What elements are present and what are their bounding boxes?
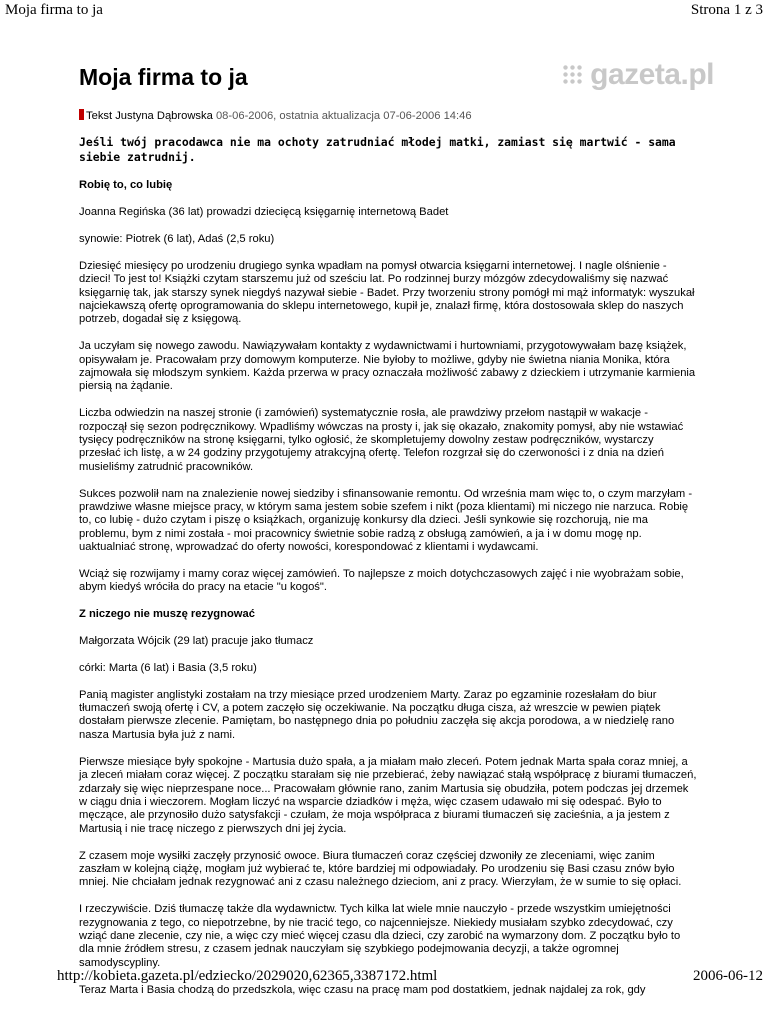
gazeta-logo[interactable] — [562, 58, 714, 91]
article-lead: Jeśli twój pracodawca nie ma ochoty zatrudniać młodej matki, zamiast się martwić - sama siebie zatrudnij. — [79, 135, 676, 165]
paragraph: Panią magister anglistyki zostałam na trzy miesiące przed urodzeniem Marty. Zaraz po egzaminie rozesłałam do biur tłumaczeń swoją ofertę i CV, a potem zaczęło się oczekiwanie. Na początku długa cisza, aż wreszcie w pewien piątek dostałam pierwsze zlecenie. Pamiętam, bo następnego dnia po południu zaczęła się akcja porodowa, a w niedzielę rano nasza Martusia była już z nami. — [79, 688, 675, 741]
paragraph: Ja uczyłam się nowego zawodu. Nawiązywałam kontakty z wydawnictwami i hurtowniami, przygotowywałam bazę książek, opisywałam je. Pracowałam przy domowym komputerze. Nie byłoby to możliwe, gdyby nie świetna niania Monika, która zajmowała się młodszym synkiem. Każda przerwa w pracy oznaczała możliwość zabawy z dzieckiem i utrzymanie karmienia piersią na żądanie. — [79, 340, 696, 393]
paragraph: Małgorzata Wójcik (29 lat) pracuje jako tłumacz — [79, 635, 314, 648]
dots-icon — [562, 64, 584, 86]
print-page-number: Strona 1 z 3 — [690, 2, 763, 18]
article-date: 08-06-2006, ostatnia aktualizacja 07-06-2006 14:46 — [215, 110, 472, 122]
paragraph: Wciąż się rozwijamy i mamy coraz więcej zamówień. To najlepsze z moich dotychczasowych zajęć i nie wyobrażam sobie, abym kiedyś wróciła do pracy na etacie "u kogoś". — [79, 568, 684, 594]
print-url: http://kobieta.gazeta.pl/edziecko/2029020,62365,3387172.html — [57, 968, 438, 984]
paragraph: Sukces pozwolił nam na znalezienie nowej siedziby i sfinansowanie remontu. Od września mam więc to, o czym marzyłam - prawdziwe własne miejsce pracy, w którym sama jestem sobie szefem i nikt (poza klientami) mi niczego nie narzuca. Robię to, co lubię - dużo czytam i piszę o książkach, organizuję konkursy dla dzieci. Jeśli synkowie się rozchorują, nie ma problemu, bym z nimi została - moi pracownicy świetnie sobie radzą z obsługą zamówień, a ja i w domu mogę np. uaktualniać stronę, wprowadzać do oferty nowości, korespondować z klientami i wydawcami. — [79, 487, 693, 554]
paragraph: Pierwsze miesiące były spokojne - Martusia dużo spała, a ja miałam mało zleceń. Potem jednak Marta spała coraz mniej, a ja zleceń miałam coraz więcej. Z początku starałam się nie przebierać, żeby nawiązać stałą współpracę z biurami tłumaczeń, zdarzały się więc nieprzespane noce... Pracowałam głównie rano, zanim Martusia się obudziła, potem podczas jej drzemek w ciągu dnia i wieczorem. Mogłam liczyć na wsparcie dziadków i męża, więc czasem udawało mi się odespać. Było to męczące, ale przynosiło dużo satysfakcji - czułam, że moja współpraca z biurami tłumaczeń się zacieśnia, a ja jestem z Martusią i nie tracę niczego z pierwszych dni jej życia. — [79, 755, 697, 835]
paragraph: Liczba odwiedzin na naszej stronie (i zamówień) systematycznie rosła, ale prawdziwy przełom nastąpił w wakacje - rozpoczął się sezon podręcznikowy. Wpadliśmy wówczas na prosty i, jak się okazało, znakomity pomysł, aby nie wstawiać tysięcy podręczników na stronę księgarni, tylko ogłosić, że skompletujemy dowolny zestaw podręczników, wystarczy przesłać ich listę, a w 24 godziny przygotujemy atrakcyjną ofertę. Telefon rozgrzał się do czerwoności i z dnia na dzień musieliśmy zatrudnić pracowników. — [79, 407, 684, 473]
logo-text: gazeta.pl — [590, 58, 714, 91]
paragraph: synowie: Piotrek (6 lat), Adaś (2,5 roku) — [79, 233, 275, 245]
section-heading: Z niczego nie muszę rezygnować — [79, 608, 255, 621]
article — [79, 58, 714, 1010]
article-title: Moja firma to ja — [79, 64, 248, 90]
paragraph: Dziesięć miesięcy po urodzeniu drugiego synka wpadłam na pomysł otwarcia księgarni internetowej. I nagle olśnienie - dzieci! To jest to! Książki czytam starszemu już od sześciu lat. Po rodzinnej burzy mózgów zdecydowaliśmy się nazwać księgarnię tak, jak starszy synek niegdyś nazywał siebie - Badet. Przy tworzeniu strony pomógł mi mąż informatyk: wyszukał najciekawszą ofertę oprogramowania do sklepu internetowego, kupił je, znalazł firmę, która dostosowała sklep do naszych potrzeb, dogadał się z księgową. — [79, 259, 695, 326]
print-header — [0, 0, 768, 22]
section-heading: Robię to, co lubię — [79, 179, 173, 192]
paragraph: Joanna Regińska (36 lat) prowadzi dziecięcą księgarnię internetową Badet — [79, 206, 449, 219]
print-date: 2006-06-12 — [693, 968, 763, 984]
author-marker-icon — [79, 109, 84, 120]
article-author: Tekst Justyna Dąbrowska — [86, 110, 213, 122]
print-header-title: Moja firma to ja — [5, 2, 103, 18]
paragraph: I rzeczywiście. Dziś tłumaczę także dla wydawnictw. Tych kilka lat wiele mnie nauczyło - przede wszystkim umiejętności rezygnowania z tego, co niepotrzebne, by nie tracić tego, co najcenniejsze. Niekiedy musiałam szybko zdecydować, czy wziąć dane zlecenie, czy nie, a więc czy mieć więcej czasu dla dzieci, czy zarobić na wymarzony dom. Z początku było to dla mnie źródłem stresu, z czasem jednak nauczyłam się szybkiego podejmowania decyzji, a także ogromnej samodyscypliny. — [79, 903, 681, 969]
paragraph: Z czasem moje wysiłki zaczęły przynosić owoce. Biura tłumaczeń coraz częściej dzwoniły ze zleceniami, więc zanim zaszłam w kolejną ciążę, mogłam już wybierać te, które bardziej mi odpowiadały. Po urodzeniu się Basi czasu znów było mniej. Nie chciałam jednak rezygnować ani z czasu należnego dzieciom, ani z pracy. Wierzyłam, że w sumie to się opłaci. — [79, 849, 682, 889]
article-body — [79, 179, 697, 997]
paragraph: Teraz Marta i Basia chodzą do przedszkola, więc czasu na pracę mam pod dostatkiem, jednak najdalej za rok, gdy — [79, 983, 646, 996]
article-meta — [79, 109, 697, 123]
paragraph: córki: Marta (6 lat) i Basia (3,5 roku) — [79, 661, 257, 674]
